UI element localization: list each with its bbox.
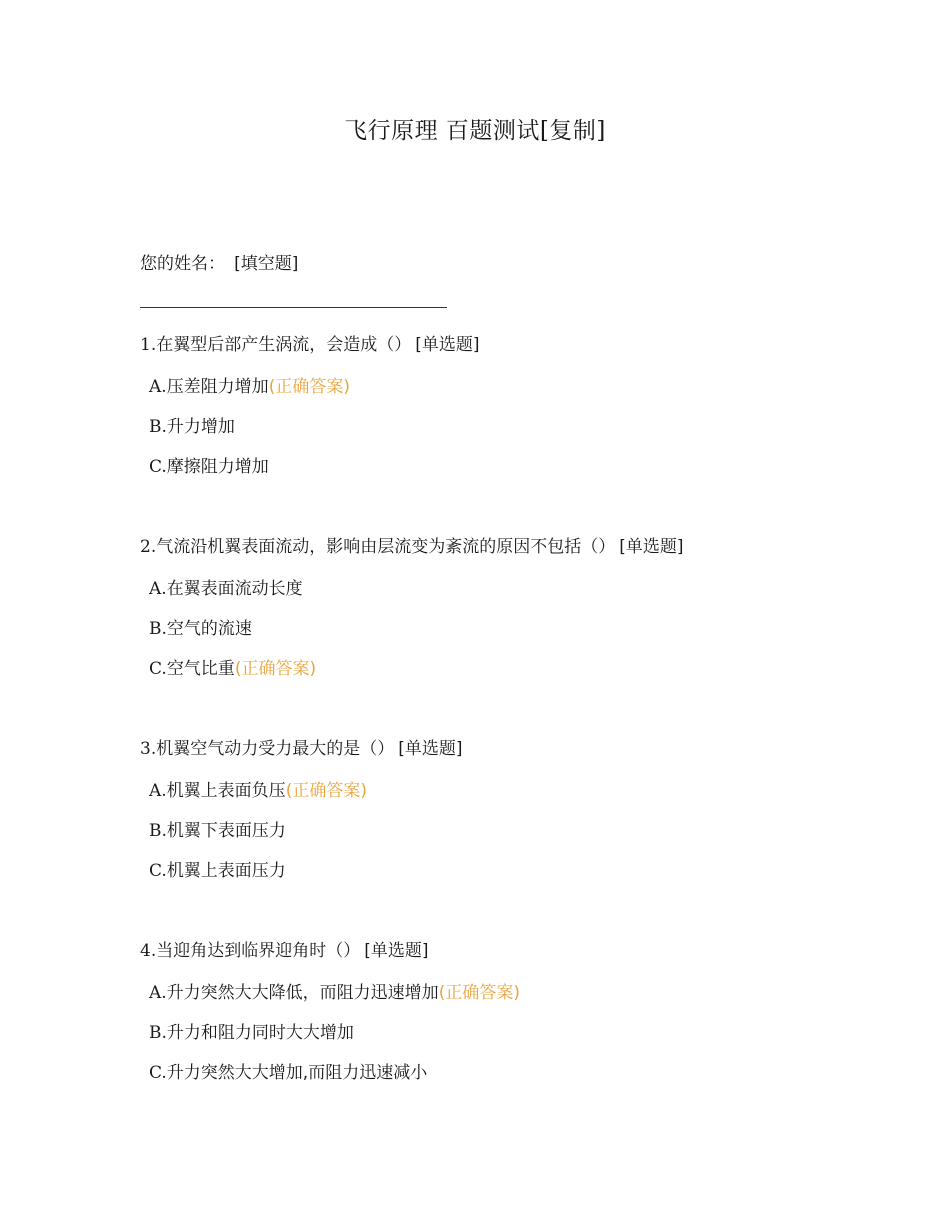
option-b[interactable] (149, 407, 480, 447)
option-a[interactable] (149, 973, 520, 1013)
option-b[interactable] (149, 609, 684, 649)
question-4 (140, 939, 520, 1093)
option-text: 压差阻力增加 (166, 377, 269, 397)
option-letter: B. (149, 1023, 167, 1043)
correct-answer-marker: (正确答案) (438, 983, 520, 1003)
option-text: 空气比重 (166, 659, 235, 679)
question-2-text-line (140, 535, 684, 559)
option-text: 升力和阻力同时大大增加 (166, 1023, 354, 1043)
question-3 (140, 737, 463, 891)
option-b[interactable] (149, 811, 463, 851)
question-type: [单选题] (364, 941, 429, 961)
question-number: 3. (140, 739, 157, 759)
correct-answer-marker: (正确答案) (234, 659, 317, 679)
question-4-text-line (140, 939, 520, 963)
question-4-options (149, 973, 520, 1093)
correct-answer-marker: (正确答案) (285, 781, 367, 801)
option-letter: A. (149, 781, 167, 801)
option-a[interactable] (149, 569, 684, 609)
question-type: [单选题] (415, 335, 480, 355)
correct-answer-marker: (正确答案) (268, 377, 350, 397)
option-letter: C. (149, 457, 167, 477)
option-letter: C. (149, 1063, 167, 1083)
option-a[interactable] (149, 771, 463, 811)
option-letter: C. (149, 659, 167, 679)
name-field-block (140, 252, 298, 276)
option-c[interactable] (149, 1053, 520, 1093)
option-text: 升力突然大大降低，而阻力迅速增加 (166, 983, 439, 1003)
question-3-text-line (140, 737, 463, 761)
option-text: 机翼上表面负压 (166, 781, 286, 801)
option-c[interactable] (149, 649, 684, 689)
question-number: 1. (140, 335, 157, 355)
option-text: 摩擦阻力增加 (166, 457, 269, 477)
name-field-label: 您的姓名： (140, 254, 225, 274)
question-3-options (149, 771, 463, 891)
question-text: 机翼空气动力受力最大的是（） (156, 739, 395, 759)
option-c[interactable] (149, 447, 480, 487)
option-text: 空气的流速 (166, 619, 252, 639)
option-text: 机翼下表面压力 (166, 821, 286, 841)
option-letter: B. (149, 619, 167, 639)
option-letter: B. (149, 417, 167, 437)
question-2-options (149, 569, 684, 689)
option-c[interactable] (149, 851, 463, 891)
name-input-line[interactable] (140, 307, 447, 308)
question-1-text-line (140, 333, 480, 357)
option-letter: B. (149, 821, 167, 841)
option-text: 升力增加 (166, 417, 235, 437)
option-letter: A. (149, 377, 167, 397)
question-text: 气流沿机翼表面流动，影响由层流变为紊流的原因不包括（） (156, 537, 616, 557)
option-letter: C. (149, 861, 167, 881)
option-text: 机翼上表面压力 (166, 861, 286, 881)
question-1 (140, 333, 480, 487)
question-type: [单选题] (619, 537, 684, 557)
option-text: 升力突然大大增加,而阻力迅速减小 (166, 1063, 428, 1083)
option-letter: A. (149, 579, 167, 599)
page-title: 飞行原理 百题测试[复制] (344, 118, 606, 144)
option-text: 在翼表面流动长度 (166, 579, 303, 599)
option-letter: A. (149, 983, 167, 1003)
question-text: 当迎角达到临界迎角时（） (156, 941, 361, 961)
question-2 (140, 535, 684, 689)
option-b[interactable] (149, 1013, 520, 1053)
question-text: 在翼型后部产生涡流，会造成（） (156, 335, 412, 355)
question-1-options (149, 367, 480, 487)
name-field-type: [填空题] (234, 254, 299, 274)
question-number: 2. (140, 537, 157, 557)
question-type: [单选题] (398, 739, 463, 759)
option-a[interactable] (149, 367, 480, 407)
question-number: 4. (140, 941, 157, 961)
